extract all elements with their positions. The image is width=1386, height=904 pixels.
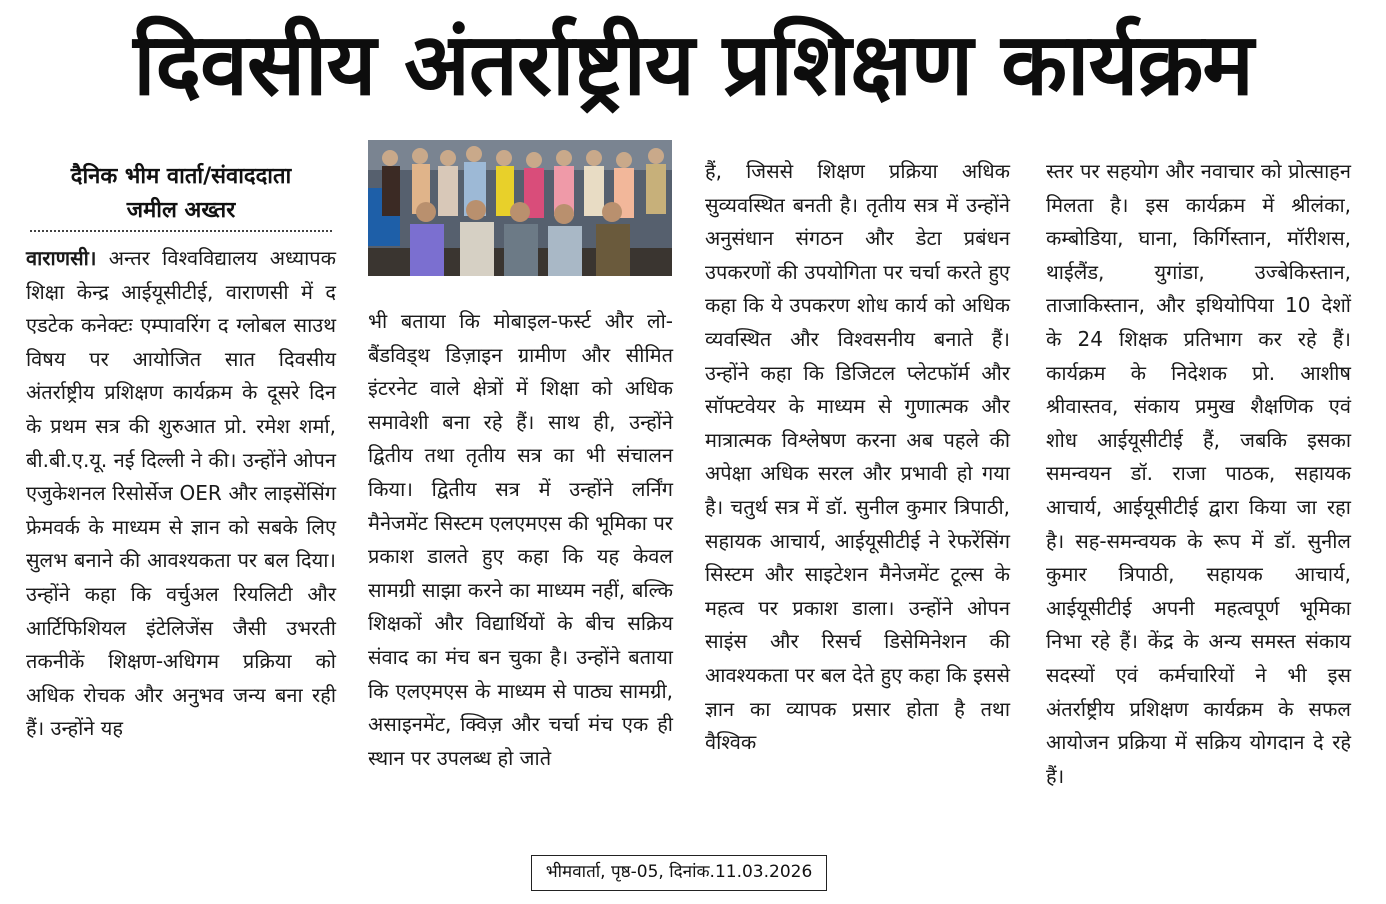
article-text-2: भी बताया कि मोबाइल-फर्स्ट और लो-बैंडविड्थ डिज़ाइन ग्रामीण और सीमित इंटरनेट वाले क्षेत्रों में शिक्षा को अधिक समावेशी बना रहे हैं। साथ ही, उन्होंने द्वितीय तथा तृतीय सत्र का भी संचालन किया। द्वितीय सत्र में उन्होंने लर्निंग मैनेजमेंट सिस्टम एलएमएस की भूमिका पर प्रकाश डालते हुए कहा कि यह केवल सामग्री साझा करने का माध्यम नहीं, बल्कि शिक्षकों और विद्यार्थियों के बीच सक्रिय संवाद का मंच बन चुका है। उन्होंने बताया कि एलएमएस के माध्यम से पाठ्य सामग्री, असाइनमेंट, क्विज़ और चर्चा मंच एक ही स्थान पर उपलब्ध हो जाते — [368, 309, 673, 770]
headline: दिवसीय अंतर्राष्ट्रीय प्रशिक्षण कार्यक्रम — [133, 15, 1253, 115]
article-text-3: हैं, जिससे शिक्षण प्रक्रिया अधिक सुव्यवस्थित बनती है। तृतीय सत्र में उन्होंने अनुसंधान संगठन और डेटा प्रबंधन उपकरणों की उपयोगिता पर चर्चा करते हुए कहा कि ये उपकरण शोध कार्य को अधिक व्यवस्थित और विश्वसनीय बनाते हैं। उन्होंने कहा कि डिजिटल प्लेटफॉर्म और सॉफ्टवेयर के माध्यम से गुणात्मक और मात्रात्मक विश्लेषण करना अब पहले की अपेक्षा अधिक सरल और प्रभावी हो गया है। चतुर्थ सत्र में डॉ. सुनील कुमार त्रिपाठी, सहायक आचार्य, आईयूसीटीई ने रेफरेंसिंग सिस्टम और साइटेशन मैनेजमेंट टूल्स के महत्व पर प्रकाश डाला। उन्होंने ओपन साइंस और रिसर्च डिसेमिनेशन की आवश्यकता पर बल देते हुए कहा कि इससे ज्ञान का व्यापक प्रसार होता है तथा वैश्विक — [705, 159, 1010, 755]
article-text-1: अन्तर विश्वविद्यालय अध्यापक शिक्षा केन्द्र आईयूसीटीई, वाराणसी में द एडटेक कनेक्टः एम्पावरिंग द ग्लोबल साउथ विषय पर आयोजित सात दिवसीय अंतर्राष्ट्रीय प्रशिक्षण कार्यक्रम के दूसरे दिन के प्रथम सत्र की शुरुआत प्रो. रमेश शर्मा, बी.बी.ए.यू. नई दिल्ली ने की। उन्होंने ओपन एजुकेशनल रिसोर्सेज OER और लाइसेंसिंग फ्रेमवर्क के माध्यम से ज्ञान को सबके लिए सुलभ बनाने की आवश्यकता पर बल दिया। उन्होंने कहा कि वर्चुअल रियलिटी और आर्टिफिशियल इंटेलिजेंस जैसी उभरती तकनीकें शिक्षण-अधिगम प्रक्रिया को अधिक रोचक और अनुभव जन्य बना रही हैं। उन्होंने यह — [26, 246, 336, 741]
group-photo — [368, 140, 672, 276]
dateline: वाराणसी। — [26, 246, 97, 270]
article-column-1 — [26, 242, 336, 746]
group-photo-image — [368, 140, 672, 276]
byline-name: जमील अख्तर — [126, 198, 236, 223]
article-column-2 — [368, 305, 673, 775]
byline-divider — [30, 230, 332, 232]
article-text-4: स्तर पर सहयोग और नवाचार को प्रोत्साहन मिलता है। इस कार्यक्रम में श्रीलंका, कम्बोडिया, घाना, किर्गिस्तान, मॉरीशस, थाईलैंड, युगांडा, उज्बेकिस्तान, ताजाकिस्तान, और इथियोपिया 10 देशों के 24 शिक्षक प्रतिभाग कर रहे हैं। कार्यक्रम के निदेशक प्रो. आशीष श्रीवास्तव, संकाय प्रमुख शैक्षणिक एवं शोध आईयूसीटीई हैं, जबकि इसका समन्वयन डॉ. राजा पाठक, सहायक आचार्य, आईयूसीटीई द्वारा किया जा रहा है। सह-समन्वयक के रूप में डॉ. सुनील कुमार त्रिपाठी, सहायक आचार्य, आईयूसीटीई अपनी महत्वपूर्ण भूमिका निभा रहे हैं। केंद्र के अन्य समस्त संकाय सदस्यों एवं कर्मचारियों ने भी इस अंतर्राष्ट्रीय प्रशिक्षण कार्यक्रम के सफल आयोजन प्रक्रिया में सक्रिय योगदान दे रहे हैं। — [1046, 159, 1351, 788]
page-citation: भीमवार्ता, पृष्ठ-05, दिनांक.11.03.2026 — [531, 855, 827, 891]
article-column-3 — [705, 155, 1010, 760]
byline-reporter: दैनिक भीम वार्ता/संवाददाता — [70, 164, 292, 189]
byline — [26, 160, 336, 228]
article-column-4 — [1046, 155, 1351, 793]
